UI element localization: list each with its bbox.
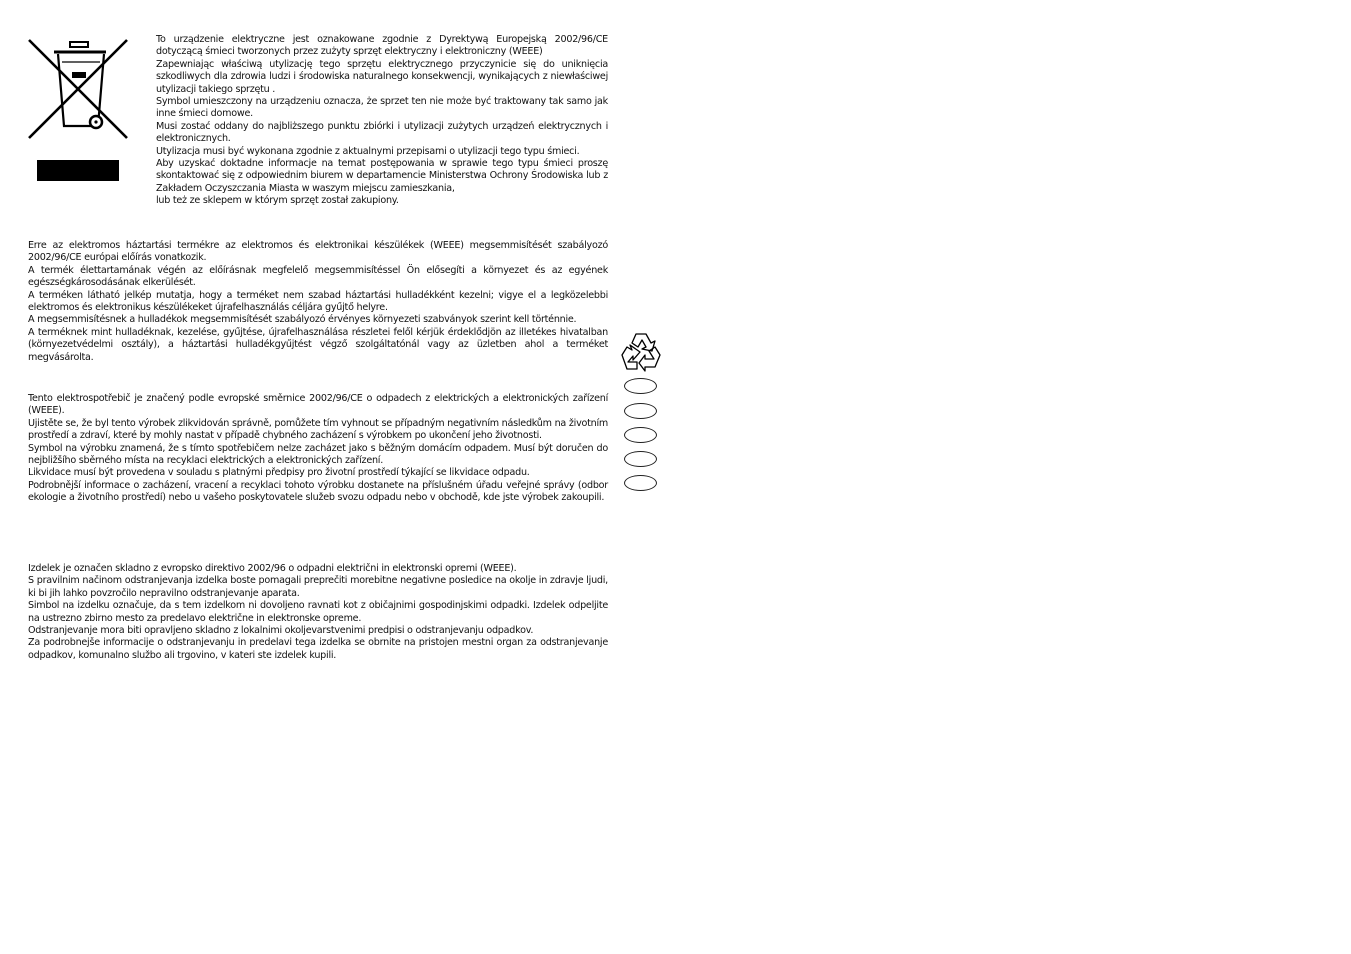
paragraph: Erre az elektromos háztartási termékre az elektromos és elektronikai készülékek (WEEE) megsemmisítését szabályozó 2002/96/CE európai előírás vonatkozik. [28, 240, 608, 264]
paragraph: Simbol na izdelku označuje, da s tem izdelkom ni dovoljeno ravnati kot z običajnimi gospodinjskimi odpadki. Izdelek odpeljite na ustrezno zbirno mesto za predelavo električne in elektronske opreme. [28, 600, 608, 624]
paragraph: Za podrobnejše informacije o odstranjevanju in predelavi tega izdelka se obrnite na pristojen mestni organ za odstranjevanje odpadkov, komunalno službo ali trgovino, v kateri ste izdelek kupili. [28, 637, 608, 661]
blank-oval [624, 378, 657, 394]
czech-disposal-text [28, 393, 608, 505]
paragraph: lub też ze sklepem w którym sprzęt został zakupiony. [156, 195, 399, 207]
paragraph: S pravilnim načinom odstranjevanja izdelka boste pomagali preprečiti morebitne negativne posledice na okolje in zdravje ljudi, ki bi jih lahko povzročilo nepravilno odstranjevanje aparata. [28, 575, 608, 599]
blank-oval [624, 451, 657, 467]
blank-oval [624, 427, 657, 443]
paragraph: A terméken látható jelkép mutatja, hogy a terméket nem szabad háztartási hulladékként kezelni; vigye el a legközelebbi elektromos és elektronikus készülékeket újrafelhasználás céljára gyűjtő helyre. [28, 289, 608, 314]
paragraph: Aby uzyskać doktadne informacje na temat postępowania w sprawie tego typu śmieci proszę skontaktować się z odpowiednim biurem w departamencie Ministerstwa Ochrony Środowiska lub z Zakładem Oczyszczania Miasta w waszym miejscu zamieszkania, [156, 158, 608, 194]
paragraph: A megsemmisítésnek a hulladékok megsemmisítését szabályozó érvényes környezeti szabványok szerint kell történnie. [28, 314, 577, 326]
blank-oval [624, 475, 657, 491]
paragraph: A terméknek mint hulladéknak, kezelése, gyűjtése, újrafelhasználása részletei felől kérjük érdeklődjön az illetékes hivatalban (környezetvédelmi osztály), a háztartási hulladékgyűjtést végző szolgáltatónál vagy az üzletben ahol a terméket megvásárolta. [28, 326, 608, 363]
hungarian-disposal-text [28, 240, 608, 364]
paragraph: Symbol umieszczony na urządzeniu oznacza, że sprzet ten nie może być traktowany tak samo jak inne śmieci domowe. [156, 96, 608, 120]
paragraph: Likvidace musí být provedena v souladu s platnými předpisy pro životní prostředí týkající se likvidace odpadu. [28, 467, 530, 479]
paragraph: Zapewniając właściwą utylizację tego sprzętu elektrycznego przyczynicie się do uniknięcia szkodliwych dla zdrowia ludzi i środowiska naturalnego konsekwencji, wynikających z niewłaściwej utylizacji takiego sprzętu . [156, 58, 608, 95]
polish-disposal-text [156, 34, 608, 208]
crossed-out-wheelie-bin-icon [26, 36, 130, 142]
recycle-icon [619, 331, 663, 373]
paragraph: Musi zostać oddany do najbliższego punktu zbiórki i utylizacji zużytych urządzeń elektrycznych i elektronicznych. [156, 120, 608, 145]
paragraph: Izdelek je označen skladno z evropsko direktivo 2002/96 o odpadni električni in elektronski opremi (WEEE). [28, 563, 517, 574]
paragraph: Utylizacja musi być wykonana zgodnie z aktualnymi przepisami o utylizacji tego typu śmieci. [156, 145, 580, 157]
paragraph: Symbol na výrobku znamená, že s tímto spotřebičem nelze zacházet jako s běžným domácím odpadem. Musí být doručen do nejbližšího sběrného místa na recyklaci elektrických a elektronických zařízení. [28, 442, 608, 467]
paragraph: Tento elektrospotřebič je značený podle evropské směrnice 2002/96/CE o odpadech z elektrických a elektronických zařízení (WEEE). [28, 393, 608, 417]
bin-underline-bar [37, 160, 119, 181]
paragraph: Podrobnější informace o zacházení, vracení a recyklaci tohoto výrobku dostanete na příslušném úřadu veřejné správy (odbor ekologie a životního prostředí) nebo u vašeho poskytovatele služeb svozu odpadu nebo v obchodě, kde jste výrobek zakoupili. [28, 479, 608, 504]
paragraph: A termék élettartamának végén az előírásnak megfelelő megsemmisítéssel Ön elősegíti a környezet és az egyének egészségkárosodásának elkerülését. [28, 264, 608, 289]
blank-oval [624, 403, 657, 419]
paragraph: Ujistěte se, že byl tento výrobek zlikvidován správně, pomůžete tím vyhnout se případným negativním následkům na životním prostředí a zdraví, které by mohly nastat v případě chybného zacházení s výrobkem po ukončení jeho životnosti. [28, 417, 608, 442]
paragraph: To urządzenie elektryczne jest oznakowane zgodnie z Dyrektywą Europejską 2002/96/CE dotyczącą śmieci tworzonych przez zużyty sprzęt elektryczny i elektroniczny (WEEE) [156, 34, 608, 58]
paragraph: Odstranjevanje mora biti opravljeno skladno z lokalnimi okoljevarstvenimi predpisi o odstranjevanju odpadkov. [28, 625, 534, 637]
slovenian-disposal-text [28, 563, 608, 662]
